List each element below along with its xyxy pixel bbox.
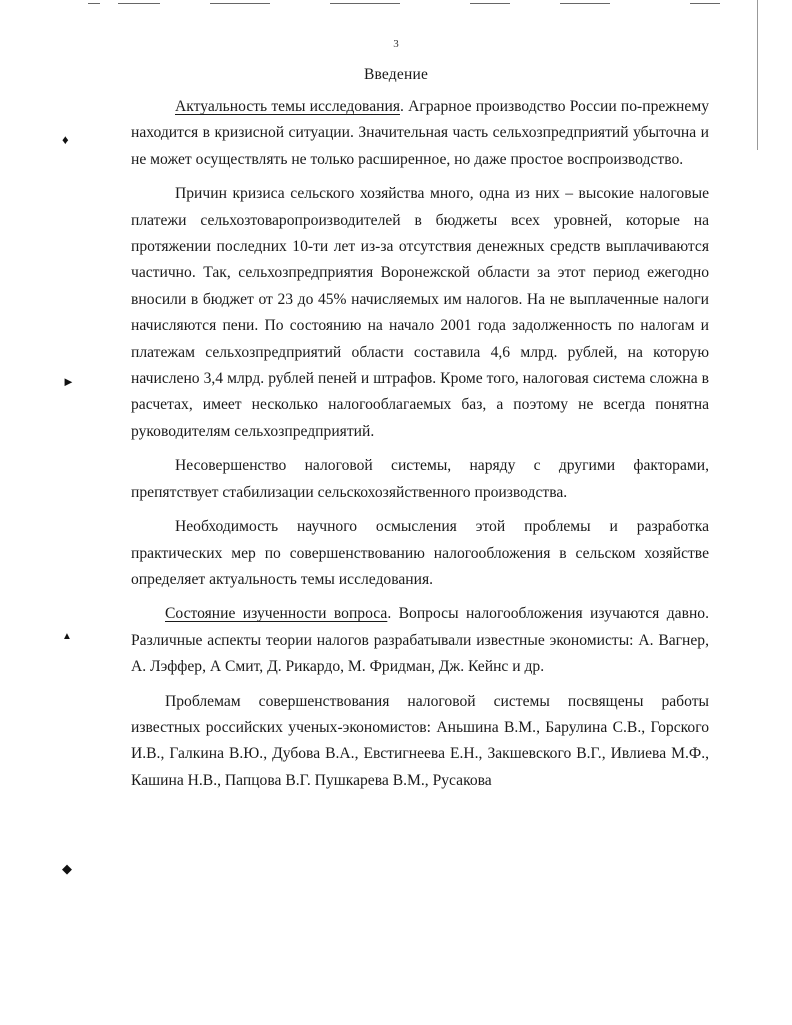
paragraph-text: Необходимость научного осмысления этой проблемы и разработка практических мер по совершенствованию налогообложения в сельском хозяйстве определяет актуальность темы исследования.: [131, 518, 709, 588]
page-title: Введение: [363, 66, 429, 83]
paragraph: [131, 181, 709, 445]
punch-mark-icon: ▲: [62, 631, 72, 642]
paragraph: [131, 689, 709, 795]
scan-artifact: [470, 3, 510, 4]
paragraph: [131, 601, 709, 680]
paragraph-text: Причин кризиса сельского хозяйства много, одна из них – высокие налоговые платежи сельхозтоваропроизводителей в бюджеты всех уровней, которые на протяжении последних 10-ти лет из-за отсутствия денежных средств выплачиваются частично. Так, сельхозпредприятия Воронежской области за этот период ежегодно вносили в бюджет от 23 до 45% начисляемых им налогов. На не выплаченные налоги начисляются пени. По состоянию на начало 2001 года задолженность по налогам и платежам сельхозпредприятий области составила 4,6 млрд. рублей, на которую начислено 3,4 млрд. рублей пеней и штрафов. Кроме того, налоговая система сложна в расчетах, имеет несколько налогооблагаемых баз, а поэтому не всегда понятна руководителям сельхозпредприятий.: [131, 185, 709, 440]
paragraph: [131, 453, 709, 506]
scan-artifact: [118, 3, 160, 4]
punch-mark-icon: ►: [62, 374, 75, 389]
paragraph-text: . Аграрное производство России по-прежнему находится в кризисной ситуации. Значительная часть сельхозпредприятий убыточна и не может осуществлять не только расширенное, но даже простое воспроизводство.: [131, 98, 709, 168]
scan-artifact: [88, 3, 100, 4]
section-heading: Актуальность темы исследования: [175, 98, 400, 115]
paragraph: [131, 514, 709, 593]
paragraph: [131, 94, 709, 173]
punch-mark-icon: ◆: [62, 861, 72, 876]
punch-mark-icon: ♦: [62, 132, 69, 147]
scan-artifact: [560, 3, 610, 4]
body-text: [131, 94, 709, 794]
section-heading: Состояние изученности вопроса: [165, 605, 388, 623]
scan-artifact: [690, 3, 720, 4]
paragraph-text: Несовершенство налоговой системы, наряду с другими факторами, препятствует стабилизации сельскохозяйственного производства.: [131, 457, 709, 501]
scan-artifact: [330, 3, 400, 4]
scan-artifact: [210, 3, 270, 4]
page-number: 3: [393, 38, 399, 50]
paragraph-text: . Вопросы налогообложения изучаются давно. Различные аспекты теории налогов разрабатывали известные экономисты: А. Вагнер, А. Лэффер, А Смит, Д. Рикардо, М. Фридман, Дж. Кейнс и др.: [131, 605, 709, 676]
paragraph-text: Проблемам совершенствования налоговой системы посвящены работы известных российских ученых-экономистов: Аньшина В.М., Барулина С.В., Горского И.В., Галкина В.Ю., Дубова В.А., Евстигнеева Е.Н., Закшевского В.Г., Ивлиева М.Ф., Кашина Н.В., Папцова В.Г. Пушкарева В.М., Русакова: [131, 692, 709, 789]
